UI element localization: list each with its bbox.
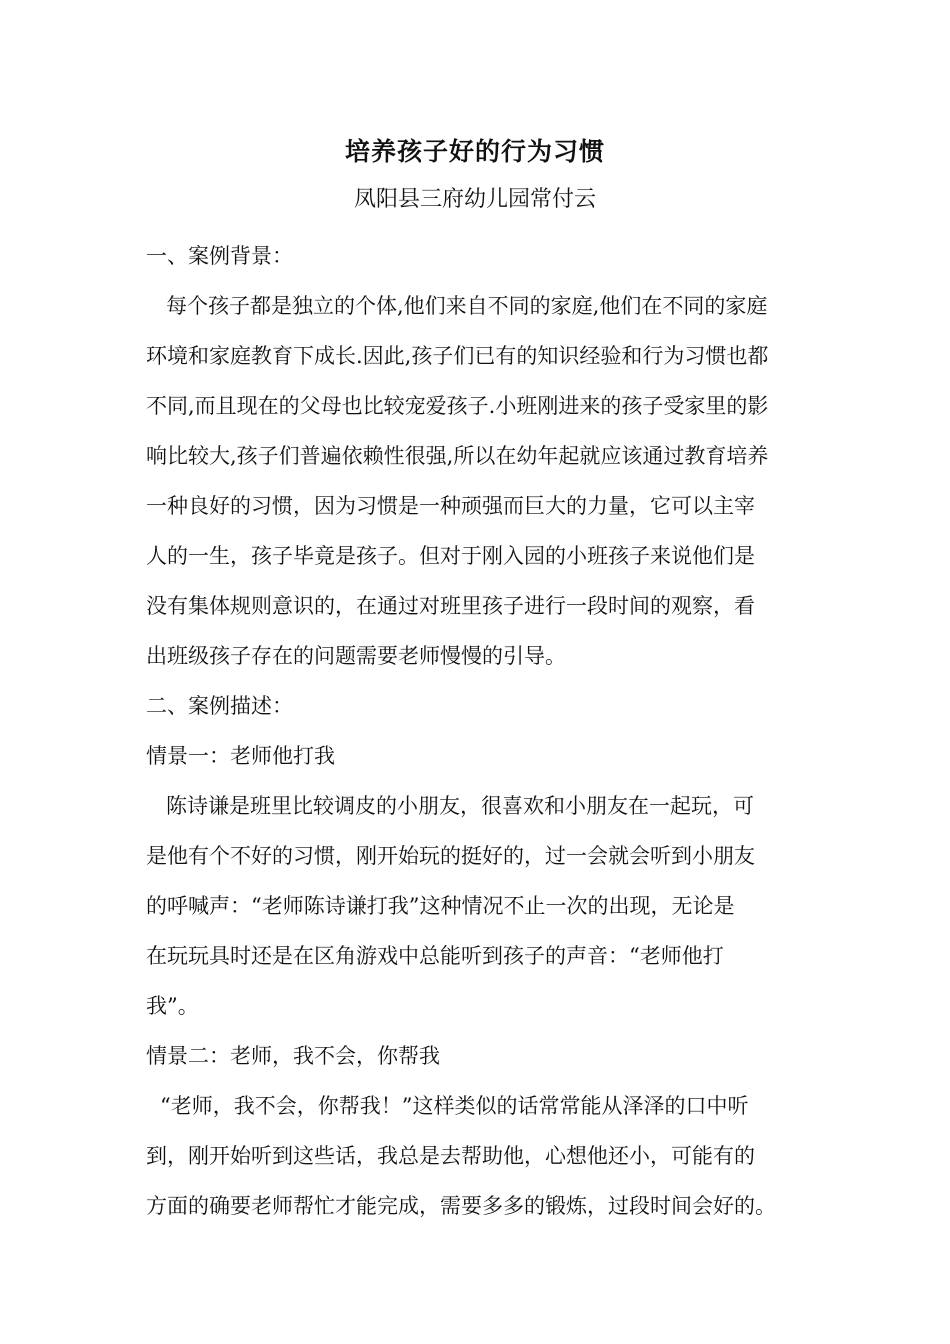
document-body bbox=[146, 231, 811, 1231]
paragraph-line: 不同,而且现在的父母也比较宠爱孩子.小班刚进来的孩子受家里的影 bbox=[146, 394, 769, 418]
paragraph-line: 陈诗谦是班里比较调皮的小朋友，很喜欢和小朋友在一起玩，可 bbox=[166, 794, 754, 818]
document-author: 凤阳县三府幼儿园常付云 bbox=[353, 187, 596, 212]
paragraph-line: 没有集体规则意识的，在通过对班里孩子进行一段时间的观察，看 bbox=[146, 594, 755, 618]
scenario-heading-two: 情景二：老师，我不会，你帮我 bbox=[146, 1044, 440, 1068]
paragraph-line: 的呼喊声：“老师陈诗谦打我”这种情况不止一次的出现，无论是 bbox=[146, 894, 735, 918]
paragraph-line: 我”。 bbox=[146, 994, 199, 1018]
paragraph-line: 方面的确要老师帮忙才能完成，需要多多的锻炼，过段时间会好的。 bbox=[146, 1194, 776, 1218]
paragraph-line: 到，刚开始听到这些话，我总是去帮助他，心想他还小，可能有的 bbox=[146, 1144, 755, 1168]
paragraph-line: 响比较大,孩子们普遍依赖性很强,所以在幼年起就应该通过教育培养 bbox=[146, 444, 769, 468]
paragraph-line: 每个孩子都是独立的个体,他们来自不同的家庭,他们在不同的家庭 bbox=[166, 294, 768, 318]
paragraph-line: 环境和家庭教育下成长.因此,孩子们已有的知识经验和行为习惯也都 bbox=[146, 344, 769, 368]
scenario-heading-one: 情景一：老师他打我 bbox=[146, 744, 335, 768]
paragraph-line: “老师，我不会，你帮我！”这样类似的话常常能从泽泽的口中听 bbox=[160, 1094, 749, 1118]
paragraph-line: 一种良好的习惯，因为习惯是一种顽强而巨大的力量，它可以主宰 bbox=[146, 494, 755, 518]
section-heading-description: 二、案例描述： bbox=[146, 694, 293, 718]
paragraph-line: 在玩玩具时还是在区角游戏中总能听到孩子的声音：“老师他打 bbox=[146, 944, 724, 968]
paragraph-line: 人的一生，孩子毕竟是孩子。但对于刚入园的小班孩子来说他们是 bbox=[146, 544, 755, 568]
document-title: 培养孩子好的行为习惯 bbox=[344, 137, 605, 166]
paragraph-line: 是他有个不好的习惯，刚开始玩的挺好的，过一会就会听到小朋友 bbox=[146, 844, 755, 868]
section-heading-background: 一、案例背景： bbox=[146, 244, 293, 268]
paragraph-line: 出班级孩子存在的问题需要老师慢慢的引导。 bbox=[146, 644, 566, 668]
